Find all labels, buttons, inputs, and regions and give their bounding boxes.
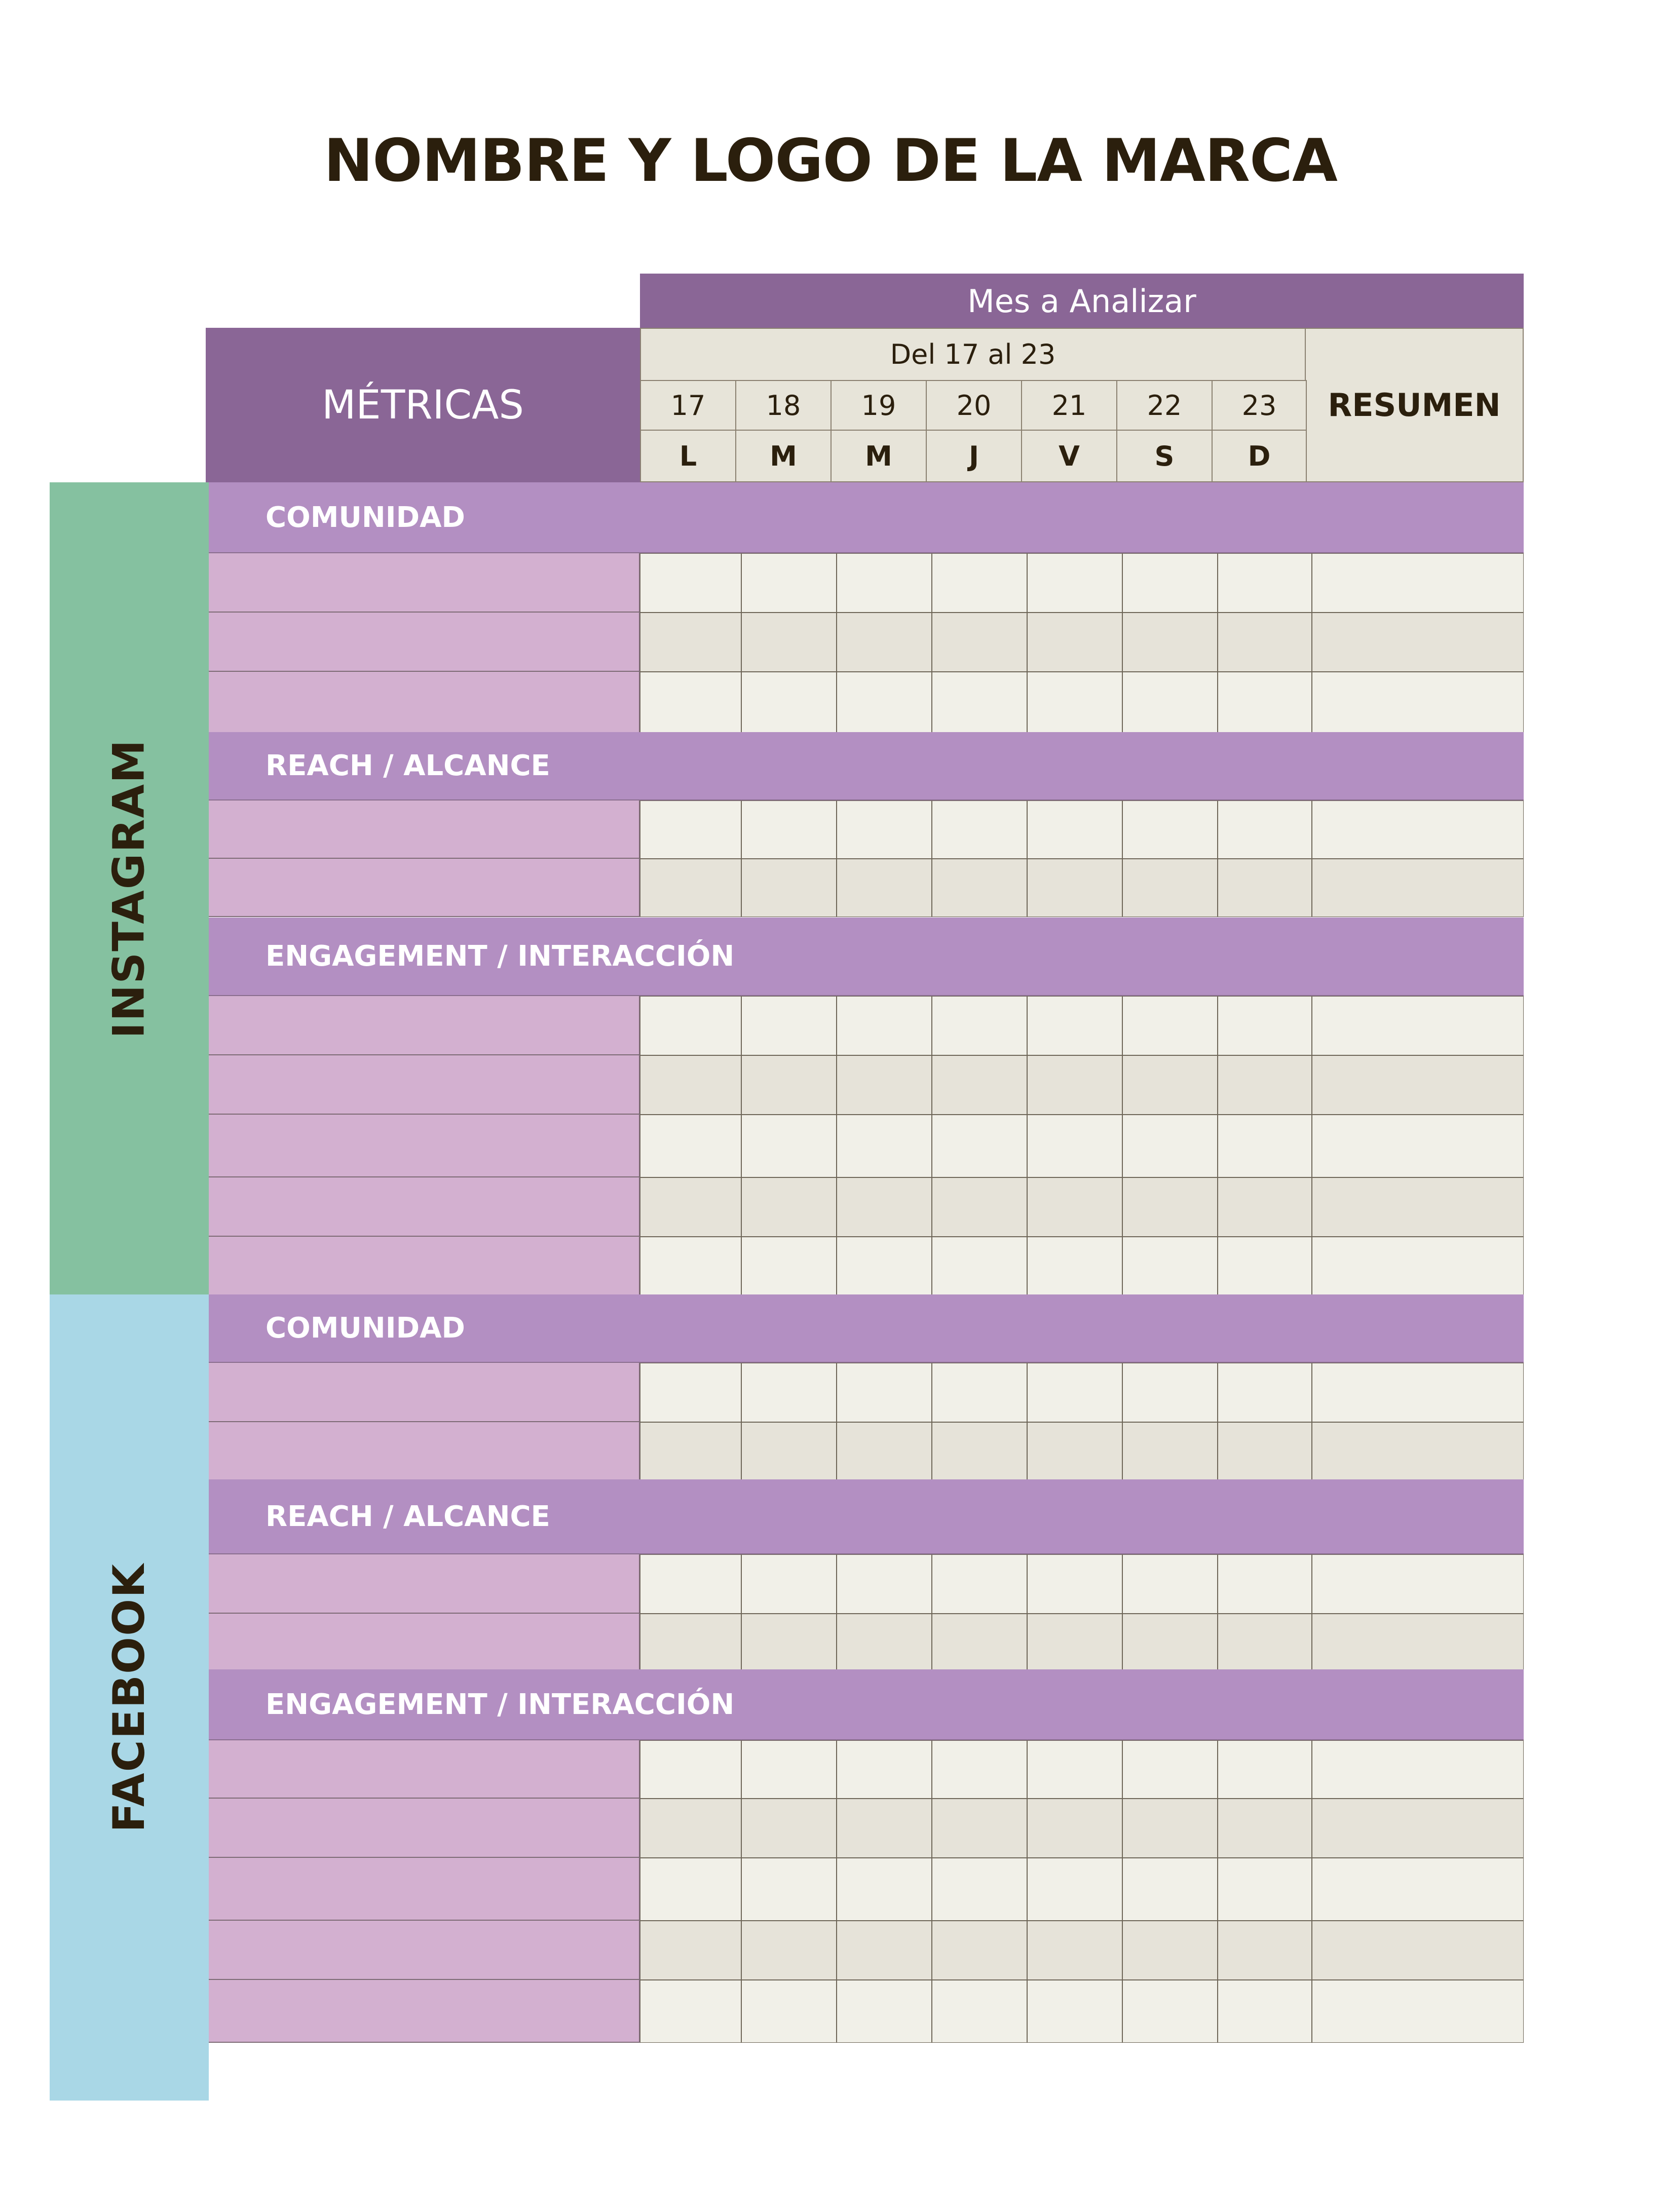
day-value-cell[interactable] <box>837 553 932 613</box>
day-value-cell[interactable] <box>741 996 837 1055</box>
day-value-cell[interactable] <box>741 1177 837 1237</box>
day-value-cell[interactable] <box>1218 996 1312 1055</box>
metric-name-cell[interactable] <box>209 800 640 859</box>
day-value-cell[interactable] <box>1122 1363 1218 1422</box>
day-value-cell[interactable] <box>1027 1799 1122 1858</box>
summary-value-cell[interactable] <box>1312 553 1524 613</box>
day-value-cell[interactable] <box>837 1422 932 1481</box>
day-value-cell[interactable] <box>741 1363 837 1422</box>
day-value-cell[interactable] <box>1027 613 1122 672</box>
metric-name-cell[interactable] <box>209 1422 640 1481</box>
day-value-cell[interactable] <box>640 1858 741 1921</box>
day-value-cell[interactable] <box>1218 1237 1312 1300</box>
day-letter: S <box>1116 430 1213 482</box>
day-number: 21 <box>1021 380 1117 431</box>
day-value-cell[interactable] <box>1122 859 1218 917</box>
period-header: Mes a Analizar <box>640 274 1524 328</box>
day-value-cell[interactable] <box>1218 1921 1312 1980</box>
day-value-cell[interactable] <box>1218 1554 1312 1614</box>
day-value-cell[interactable] <box>837 1363 932 1422</box>
day-value-cell[interactable] <box>837 1115 932 1177</box>
metric-name-cell[interactable] <box>209 996 640 1055</box>
day-value-cell[interactable] <box>1122 1237 1218 1300</box>
day-value-cell[interactable] <box>837 1921 932 1980</box>
day-value-cell[interactable] <box>1218 1363 1312 1422</box>
day-value-cell[interactable] <box>932 996 1027 1055</box>
day-value-cell[interactable] <box>1122 1115 1218 1177</box>
summary-value-cell[interactable] <box>1312 1799 1524 1858</box>
day-value-cell[interactable] <box>1122 1980 1218 2043</box>
day-value-cell[interactable] <box>1218 1422 1312 1481</box>
day-value-cell[interactable] <box>932 1115 1027 1177</box>
day-value-cell[interactable] <box>932 1858 1027 1921</box>
day-value-cell[interactable] <box>640 859 741 917</box>
day-number: 20 <box>926 380 1022 431</box>
day-value-cell[interactable] <box>837 672 932 735</box>
day-value-cell[interactable] <box>837 1614 932 1672</box>
day-value-cell[interactable] <box>932 1921 1027 1980</box>
day-number: 18 <box>735 380 832 431</box>
metric-name-cell[interactable] <box>209 1237 640 1300</box>
day-value-cell[interactable] <box>932 1177 1027 1237</box>
day-value-cell[interactable] <box>741 1614 837 1672</box>
day-value-cell[interactable] <box>1027 800 1122 859</box>
day-value-cell[interactable] <box>741 1115 837 1177</box>
day-value-cell[interactable] <box>640 1740 741 1799</box>
day-value-cell[interactable] <box>741 1799 837 1858</box>
day-value-cell[interactable] <box>932 1237 1027 1300</box>
summary-value-cell[interactable] <box>1312 1554 1524 1614</box>
day-value-cell[interactable] <box>640 1921 741 1980</box>
summary-value-cell[interactable] <box>1312 1363 1524 1422</box>
day-value-cell[interactable] <box>1218 613 1312 672</box>
day-value-cell[interactable] <box>640 1237 741 1300</box>
day-value-cell[interactable] <box>741 859 837 917</box>
day-value-cell[interactable] <box>640 1554 741 1614</box>
day-value-cell[interactable] <box>1122 1177 1218 1237</box>
day-value-cell[interactable] <box>1122 1422 1218 1481</box>
platform-label-instagram <box>50 482 209 1294</box>
day-value-cell[interactable] <box>1027 1237 1122 1300</box>
summary-value-cell[interactable] <box>1312 1177 1524 1237</box>
day-value-cell[interactable] <box>1027 672 1122 735</box>
date-range-header: Del 17 al 23 <box>640 328 1306 381</box>
day-value-cell[interactable] <box>837 1799 932 1858</box>
day-value-cell[interactable] <box>1027 859 1122 917</box>
day-value-cell[interactable] <box>1122 1799 1218 1858</box>
day-value-cell[interactable] <box>1027 1115 1122 1177</box>
day-value-cell[interactable] <box>1218 1614 1312 1672</box>
summary-value-cell[interactable] <box>1312 1115 1524 1177</box>
day-value-cell[interactable] <box>932 859 1027 917</box>
day-value-cell[interactable] <box>640 1115 741 1177</box>
day-value-cell[interactable] <box>640 1363 741 1422</box>
metric-name-cell[interactable] <box>209 1921 640 1980</box>
day-value-cell[interactable] <box>1218 1177 1312 1237</box>
metric-name-cell[interactable] <box>209 1115 640 1177</box>
metric-name-cell[interactable] <box>209 553 640 613</box>
day-value-cell[interactable] <box>741 1422 837 1481</box>
summary-value-cell[interactable] <box>1312 1740 1524 1799</box>
metric-name-cell[interactable] <box>209 1740 640 1799</box>
day-value-cell[interactable] <box>932 1980 1027 2043</box>
day-value-cell[interactable] <box>837 1055 932 1115</box>
day-value-cell[interactable] <box>640 1422 741 1481</box>
day-value-cell[interactable] <box>1122 553 1218 613</box>
day-value-cell[interactable] <box>1122 1554 1218 1614</box>
day-value-cell[interactable] <box>1218 1740 1312 1799</box>
day-value-cell[interactable] <box>932 1799 1027 1858</box>
day-value-cell[interactable] <box>932 1363 1027 1422</box>
day-value-cell[interactable] <box>1027 1422 1122 1481</box>
day-value-cell[interactable] <box>1027 1055 1122 1115</box>
day-letter: D <box>1212 430 1307 482</box>
day-value-cell[interactable] <box>932 1055 1027 1115</box>
day-value-cell[interactable] <box>1218 553 1312 613</box>
day-value-cell[interactable] <box>1122 1740 1218 1799</box>
day-letter: J <box>926 430 1022 482</box>
day-value-cell[interactable] <box>741 672 837 735</box>
day-value-cell[interactable] <box>1027 1858 1122 1921</box>
section-header: COMUNIDAD <box>209 1294 1524 1363</box>
day-value-cell[interactable] <box>1027 1740 1122 1799</box>
day-value-cell[interactable] <box>1122 1858 1218 1921</box>
day-value-cell[interactable] <box>1218 1055 1312 1115</box>
summary-value-cell[interactable] <box>1312 613 1524 672</box>
day-value-cell[interactable] <box>1122 800 1218 859</box>
day-value-cell[interactable] <box>640 1614 741 1672</box>
day-value-cell[interactable] <box>837 1177 932 1237</box>
day-value-cell[interactable] <box>1027 996 1122 1055</box>
day-value-cell[interactable] <box>741 553 837 613</box>
day-value-cell[interactable] <box>932 672 1027 735</box>
day-value-cell[interactable] <box>837 1237 932 1300</box>
summary-value-cell[interactable] <box>1312 1055 1524 1115</box>
day-value-cell[interactable] <box>640 613 741 672</box>
day-number: 17 <box>640 380 736 431</box>
day-value-cell[interactable] <box>837 1980 932 2043</box>
metric-name-cell[interactable] <box>209 1363 640 1422</box>
day-value-cell[interactable] <box>741 1237 837 1300</box>
day-letter: M <box>830 430 927 482</box>
metric-name-cell[interactable] <box>209 1980 640 2043</box>
metric-name-cell[interactable] <box>209 1614 640 1672</box>
metric-name-cell[interactable] <box>209 1554 640 1614</box>
summary-value-cell[interactable] <box>1312 1980 1524 2043</box>
day-letter: M <box>735 430 832 482</box>
day-value-cell[interactable] <box>741 613 837 672</box>
day-value-cell[interactable] <box>640 800 741 859</box>
metric-name-cell[interactable] <box>209 1799 640 1858</box>
day-value-cell[interactable] <box>932 1740 1027 1799</box>
metric-name-cell[interactable] <box>209 1858 640 1921</box>
day-value-cell[interactable] <box>741 1554 837 1614</box>
day-value-cell[interactable] <box>1122 996 1218 1055</box>
day-value-cell[interactable] <box>1027 1980 1122 2043</box>
day-number: 19 <box>830 380 927 431</box>
day-value-cell[interactable] <box>640 1055 741 1115</box>
day-value-cell[interactable] <box>837 613 932 672</box>
summary-value-cell[interactable] <box>1312 1237 1524 1300</box>
summary-value-cell[interactable] <box>1312 859 1524 917</box>
day-value-cell[interactable] <box>1218 672 1312 735</box>
section-header: COMUNIDAD <box>209 482 1524 553</box>
metric-name-cell[interactable] <box>209 613 640 672</box>
metric-name-cell[interactable] <box>209 1177 640 1237</box>
day-value-cell[interactable] <box>932 1614 1027 1672</box>
day-value-cell[interactable] <box>640 1177 741 1237</box>
day-letter: L <box>640 430 736 482</box>
day-number: 23 <box>1212 380 1307 431</box>
day-value-cell[interactable] <box>1218 800 1312 859</box>
day-value-cell[interactable] <box>640 672 741 735</box>
day-value-cell[interactable] <box>640 1980 741 2043</box>
day-value-cell[interactable] <box>1122 1921 1218 1980</box>
summary-header: RESUMEN <box>1305 328 1524 482</box>
metric-name-cell[interactable] <box>209 859 640 917</box>
metric-name-cell[interactable] <box>209 672 640 735</box>
metric-name-cell[interactable] <box>209 1055 640 1115</box>
section-header: ENGAGEMENT / INTERACCIÓN <box>209 918 1524 996</box>
day-value-cell[interactable] <box>1027 553 1122 613</box>
day-value-cell[interactable] <box>741 1921 837 1980</box>
platform-name: INSTAGRAM <box>104 738 155 1039</box>
day-value-cell[interactable] <box>640 996 741 1055</box>
summary-value-cell[interactable] <box>1312 800 1524 859</box>
day-value-cell[interactable] <box>1218 1980 1312 2043</box>
day-value-cell[interactable] <box>932 800 1027 859</box>
day-value-cell[interactable] <box>1027 1363 1122 1422</box>
day-value-cell[interactable] <box>932 553 1027 613</box>
day-value-cell[interactable] <box>741 1980 837 2043</box>
day-value-cell[interactable] <box>741 1055 837 1115</box>
day-value-cell[interactable] <box>1218 1858 1312 1921</box>
day-value-cell[interactable] <box>1218 859 1312 917</box>
section-header: ENGAGEMENT / INTERACCIÓN <box>209 1669 1524 1740</box>
day-value-cell[interactable] <box>1122 613 1218 672</box>
platform-label-facebook <box>50 1294 209 2101</box>
day-value-cell[interactable] <box>1122 1614 1218 1672</box>
summary-value-cell[interactable] <box>1312 1858 1524 1921</box>
summary-value-cell[interactable] <box>1312 1422 1524 1481</box>
day-value-cell[interactable] <box>1218 1799 1312 1858</box>
day-value-cell[interactable] <box>837 1554 932 1614</box>
day-value-cell[interactable] <box>1122 672 1218 735</box>
day-value-cell[interactable] <box>837 800 932 859</box>
day-value-cell[interactable] <box>837 996 932 1055</box>
day-value-cell[interactable] <box>1027 1554 1122 1614</box>
page-title: NOMBRE Y LOGO DE LA MARCA <box>324 127 1337 195</box>
day-value-cell[interactable] <box>932 613 1027 672</box>
day-value-cell[interactable] <box>640 553 741 613</box>
summary-value-cell[interactable] <box>1312 1614 1524 1672</box>
day-value-cell[interactable] <box>1122 1055 1218 1115</box>
day-value-cell[interactable] <box>837 1858 932 1921</box>
day-value-cell[interactable] <box>1027 1177 1122 1237</box>
section-header: REACH / ALCANCE <box>209 732 1524 800</box>
day-value-cell[interactable] <box>741 1858 837 1921</box>
day-value-cell[interactable] <box>932 1554 1027 1614</box>
day-value-cell[interactable] <box>1027 1614 1122 1672</box>
day-letter: V <box>1021 430 1117 482</box>
summary-value-cell[interactable] <box>1312 1921 1524 1980</box>
day-value-cell[interactable] <box>837 1740 932 1799</box>
day-number: 22 <box>1116 380 1213 431</box>
day-value-cell[interactable] <box>932 1422 1027 1481</box>
summary-value-cell[interactable] <box>1312 672 1524 735</box>
day-value-cell[interactable] <box>837 859 932 917</box>
day-value-cell[interactable] <box>1027 1921 1122 1980</box>
platform-name: FACEBOOK <box>104 1562 155 1833</box>
day-value-cell[interactable] <box>1218 1115 1312 1177</box>
day-value-cell[interactable] <box>640 1799 741 1858</box>
metrics-header: MÉTRICAS <box>206 328 640 482</box>
section-header: REACH / ALCANCE <box>209 1479 1524 1554</box>
day-value-cell[interactable] <box>741 1740 837 1799</box>
day-value-cell[interactable] <box>741 800 837 859</box>
summary-value-cell[interactable] <box>1312 996 1524 1055</box>
